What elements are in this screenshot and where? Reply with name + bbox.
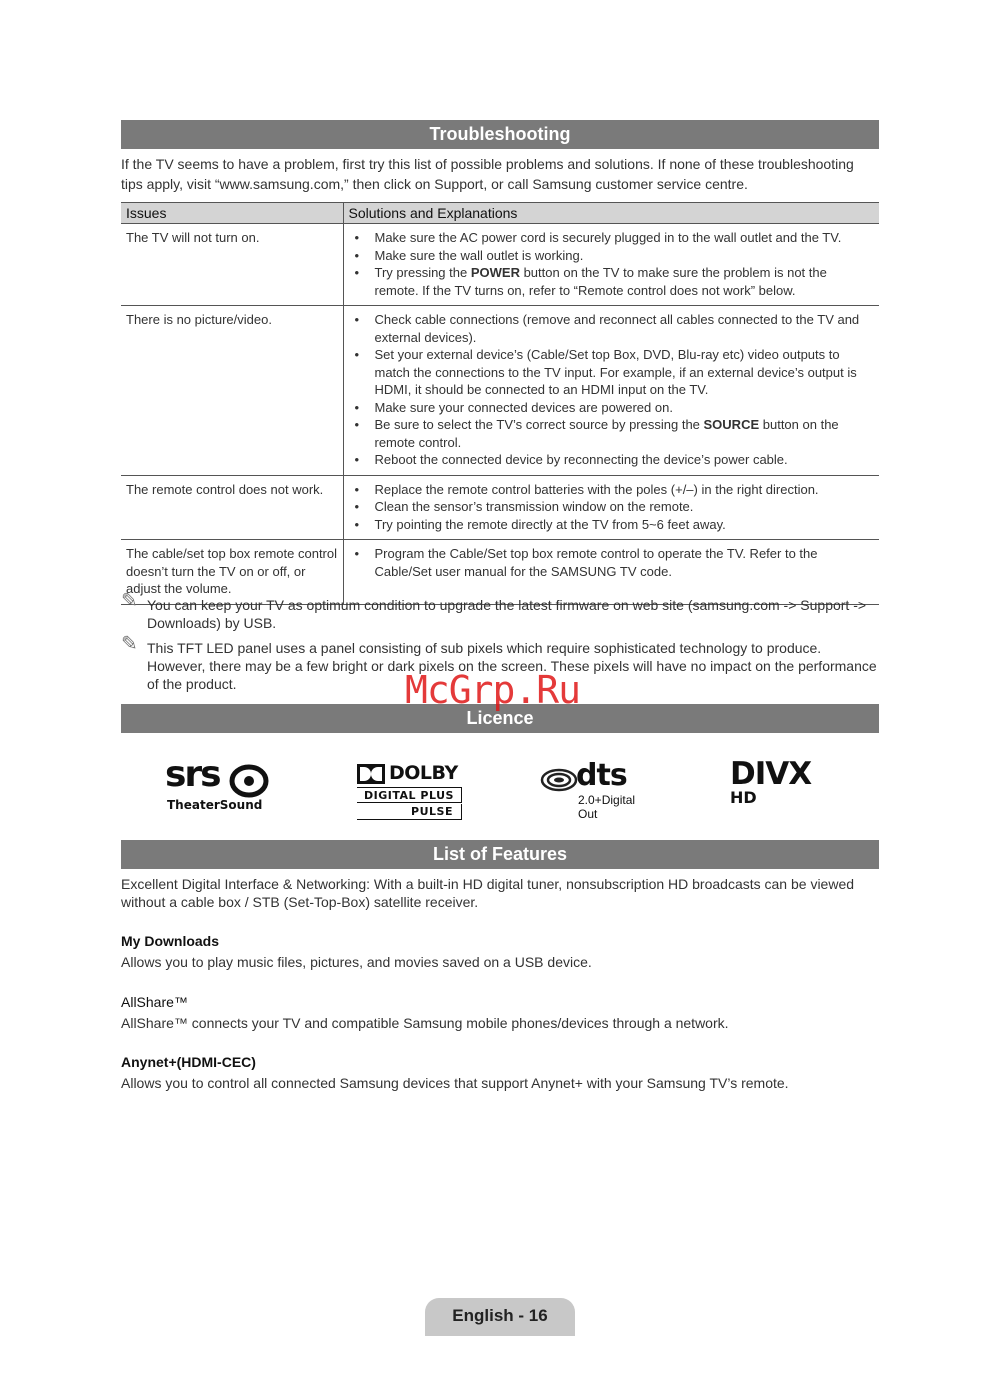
dolby-pulse: PULSE: [357, 804, 462, 820]
issue-cell: The remote control does not work.: [121, 475, 343, 540]
solution-item: • Program the Cable/Set top box remote control to operate the TV. Refer to the Cable/Set user manual for the SAMSUNG TV code.: [354, 545, 874, 580]
troubleshooting-title: Troubleshooting: [121, 120, 879, 149]
dts-wordmark: dts: [576, 758, 627, 793]
feature-heading: [121, 994, 188, 1010]
dts-disc-icon: [540, 768, 578, 792]
srs-circle-icon: [229, 764, 271, 798]
button-name-emphasis: SOURCE: [703, 417, 760, 432]
column-header-issues: Issues: [121, 203, 343, 224]
solution-item: • Try pointing the remote directly at the TV from 5~6 feet away.: [354, 516, 874, 534]
issue-cell: The cable/set top box remote control doesn’t turn the TV on or off, or adjust the volume.: [121, 540, 343, 605]
feature-heading: My Downloads: [121, 933, 220, 949]
troubleshooting-intro: If the TV seems to have a problem, first try this list of possible problems and solutions. If none of these troubleshooting tips apply, visit “www.samsung.com,” then click on Support, or call Samsung customer service centre.: [121, 156, 854, 192]
solution-item: • Replace the remote control batteries with the poles (+/–) in the right direction.: [354, 481, 874, 499]
feature-heading-text: AllShare™: [121, 994, 188, 1010]
feature-heading: Anynet+(HDMI-CEC): [121, 1054, 256, 1070]
feature-body: Allows you to control all connected Samsung devices that support Anynet+ with your Samsung TV’s remote.: [121, 1075, 789, 1091]
divx-wordmark: DIVX: [730, 756, 812, 792]
solution-item: • Reboot the connected device by reconnecting the device’s power cable.: [354, 451, 874, 469]
page-number-tab: English - 16: [425, 1298, 575, 1336]
feature-body: AllShare™ connects your TV and compatible Samsung mobile phones/devices through a network.: [121, 1015, 729, 1031]
solution-item: • Be sure to select the TV’s correct source by pressing the SOURCE button on the remote control.: [354, 416, 874, 451]
table-row: [121, 540, 879, 605]
note-text: This TFT LED panel uses a panel consisting of sub pixels which require sophisticated technology to produce. However, there may be a few bright or dark pixels on the screen. These pixels will have no impact on the performance of the product.: [147, 640, 877, 692]
dolby-logo: [357, 762, 465, 820]
solution-item: • Make sure your connected devices are powered on.: [354, 399, 874, 417]
solution-item: • Make sure the AC power cord is securely plugged in to the wall outlet and the TV.: [354, 229, 874, 247]
solution-item: • Set your external device’s (Cable/Set top Box, DVD, Blu-ray etc) video outputs to match the connections to the TV input. For example, if an external device’s output is HDMI, it should be connected to an HDMI input on the TV.: [354, 346, 874, 399]
button-name-emphasis: POWER: [470, 265, 520, 280]
dts-logo: [540, 758, 655, 821]
dolby-wordmark: DOLBY: [389, 762, 458, 784]
solutions-cell: [343, 306, 879, 476]
dolby-digital-plus: DIGITAL PLUS: [357, 787, 462, 803]
issue-cell: There is no picture/video.: [121, 306, 343, 476]
pencil-note-icon: ✎: [121, 633, 138, 655]
srs-subtitle: TheaterSound: [167, 798, 263, 812]
table-row: [121, 306, 879, 476]
solutions-cell: [343, 475, 879, 540]
feature-body: Allows you to play music files, pictures, and movies saved on a USB device.: [121, 954, 592, 970]
troubleshooting-table: [121, 202, 879, 605]
features-title: List of Features: [121, 840, 879, 869]
divx-hd-label: HD: [730, 788, 757, 807]
divx-logo: [730, 756, 840, 810]
dolby-dd-icon: [357, 764, 385, 784]
note-text: You can keep your TV as optimum condition to upgrade the latest firmware on web site (samsung.com -> Support -> Downloads) by USB.: [147, 597, 867, 631]
solution-item: • Clean the sensor’s transmission window on the remote.: [354, 498, 874, 516]
solution-item: • Make sure the wall outlet is working.: [354, 247, 874, 265]
pencil-note-icon: ✎: [121, 590, 138, 612]
srs-logo: [165, 754, 275, 814]
solutions-cell: [343, 224, 879, 306]
solution-item: • Check cable connections (remove and reconnect all cables connected to the TV and external devices).: [354, 311, 874, 346]
table-header-row: [121, 203, 879, 224]
column-header-solutions: Solutions and Explanations: [343, 203, 879, 224]
solution-item: • Try pressing the POWER button on the TV to make sure the problem is not the remote. If the TV turns on, refer to “Remote control does not work” below.: [354, 264, 874, 299]
watermark: McGrp.Ru: [405, 668, 581, 712]
note-firmware: [121, 590, 879, 632]
dts-subtitle: 2.0+Digital Out: [578, 793, 636, 821]
srs-wordmark: srs: [165, 754, 220, 795]
table-row: [121, 224, 879, 306]
features-intro: Excellent Digital Interface & Networking: With a built-in HD digital tuner, nonsubscription HD broadcasts can be viewed without a cable box / STB (Set-Top-Box) satellite receiver.: [121, 876, 855, 910]
issue-cell: The TV will not turn on.: [121, 224, 343, 306]
table-row: [121, 475, 879, 540]
solutions-cell: [343, 540, 879, 605]
licence-title: Licence: [121, 704, 879, 733]
